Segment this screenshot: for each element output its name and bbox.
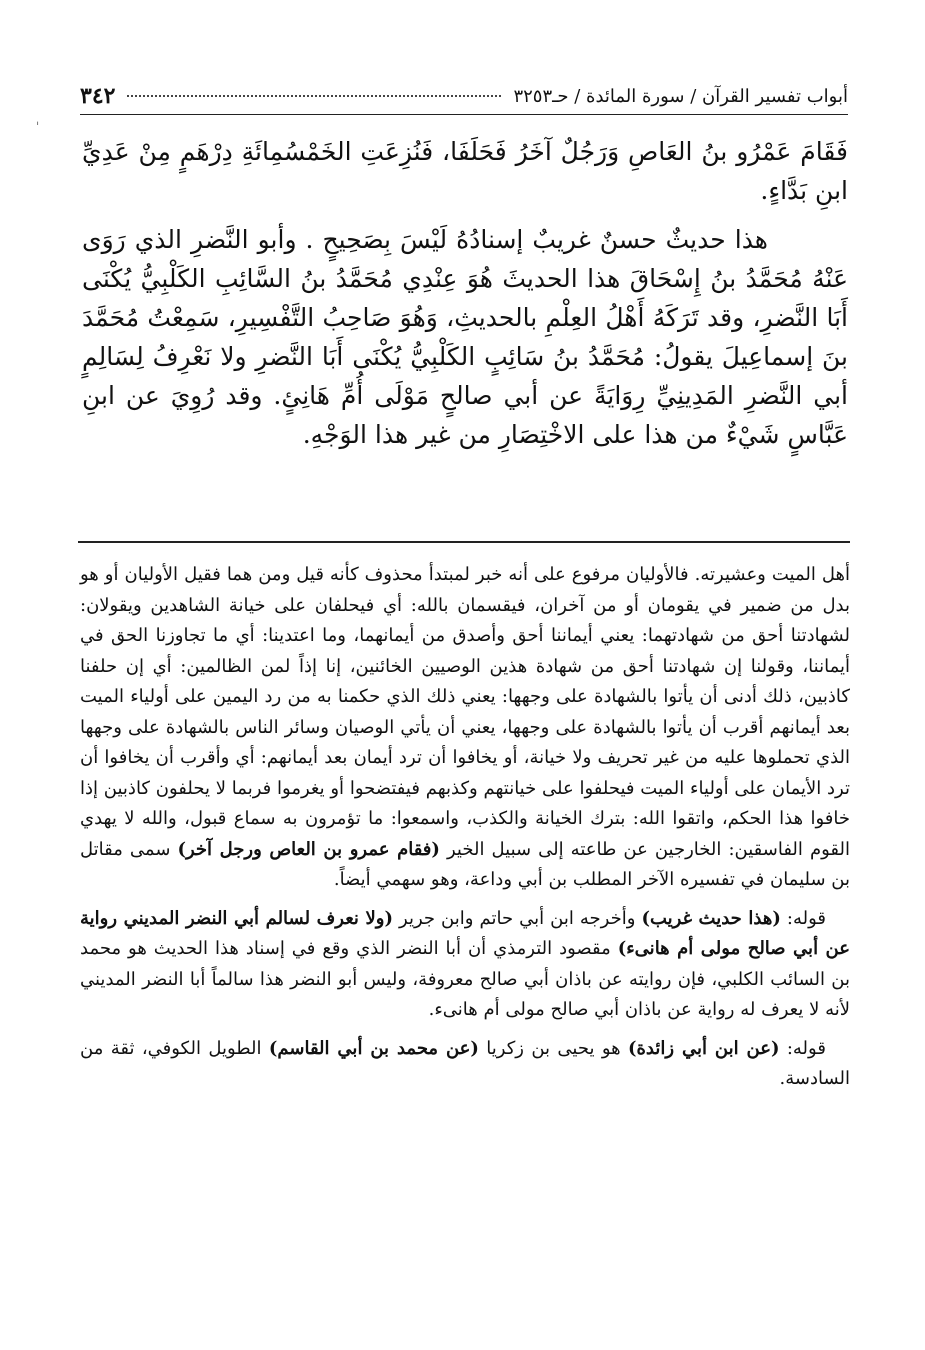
commentary-paragraph-1 xyxy=(80,560,850,896)
main-paragraph-1: فَقَامَ عَمْرُو بنُ العَاصِ وَرَجُلٌ آخَرُ فَحَلَفَا، فَنُزِعَتِ الخَمْسُمِائَةِ دِرْهَمٍ مِنْ عَدِيِّ ابنِ بَدَّاءٍ. xyxy=(82,137,848,205)
commentary-bold-quote: (عن محمد بن أبي القاسم) xyxy=(268,1037,479,1059)
margin-mark: ˌ xyxy=(36,112,40,126)
commentary-label: قوله: xyxy=(786,1037,826,1059)
commentary xyxy=(80,560,850,1103)
commentary-text: سمى مقاتل بن سليمان في تفسيره الآخر المطلب بن أبي وداعة، وهو سهمي أيضاً. xyxy=(80,838,850,890)
page-number: ٣٤٢ xyxy=(80,83,116,109)
commentary-paragraph-3 xyxy=(80,1034,850,1095)
commentary-text: أهل الميت وعشيرته. فالأوليان مرفوع على أنه خبر لمبتدأ محذوف كأنه قيل ومن هما فقيل الأوليان أو هو بدل من ضمير في يقومان أو من آخران، فيقسمان بالله: أي فيحلفان على خيانة الشاهدين ويقولان: لشهادتنا أحق من شهادتهما: يعني أيماننا أحق وأصدق من أيمانهما، وما اعتدينا: أي ما تجاوزنا الحق في أيماننا، وقولنا إن شهادتنا أحق من شهادة هذين الوصيين الخائنين، إنا إذاً لمن الظالمين: أي إن حلفنا كاذبين، ذلك أدنى أن يأتوا بالشهادة على وجهها: يعني ذلك الذي حكمنا به من رد اليمين على أولياء الميت بعد أيمانهم أقرب أن يأتوا بالشهادة على وجهها، يعني أن يأتي الوصيان وسائر الناس بالشهادة على وجهها الذي تحملوها عليه من غير تحريف ولا خيانة، أو يخافوا أن ترد أيمان بعد أيمانهم: أي وأقرب أن يخافوا أن ترد الأيمان على أولياء الميت فيحلفوا على خيانتهم وكذبهم فيفتضحوا أو يغرموا فربما لا يحلفون كاذبين إذا خافوا هذا الحكم، واتقوا الله: بترك الخيانة والكذب، واسمعوا: ما تؤمرون به سماع قبول، والله لا يهدي القوم الفاسقين: الخارجين عن طاعته إلى سبيل الخير xyxy=(80,564,850,860)
commentary-bold-quote: (عن ابن أبي زائدة) xyxy=(627,1037,780,1059)
commentary-text: مقصود الترمذي أن أبا النضر الذي وقع في إسناد هذا الحديث هو محمد بن السائب الكلبي، فإن روايته عن باذان أبي صالح معروفة، وليس أبو النضر هذا سالماً أبا النضر المديني لأنه لا يعرف له رواية عن باذان أبي صالح مولى أم هانىء. xyxy=(80,938,850,1020)
running-header xyxy=(80,78,848,115)
commentary-label: قوله: xyxy=(786,907,826,929)
commentary-text: وأخرجه ابن أبي حاتم وابن جرير xyxy=(399,907,636,929)
main-text xyxy=(82,132,848,454)
commentary-bold-quote: (فقام عمرو بن العاص ورجل آخر) xyxy=(177,838,440,860)
commentary-bold-quote: (ولا نعرف لسالم أبي النضر المديني رواية عن أبي صالح مولى أم هانىء) xyxy=(80,907,850,959)
commentary-text: هو يحيى بن زكريا xyxy=(486,1037,621,1059)
commentary-bold-quote: (هذا حديث غريب) xyxy=(641,907,781,929)
header-dot-leader xyxy=(127,95,501,97)
header-title: أبواب تفسير القرآن / سورة المائدة / حـ٣٢٥٣ xyxy=(513,85,848,107)
commentary-paragraph-2 xyxy=(80,904,850,1026)
commentary-text: الطويل الكوفي، ثقة من السادسة. xyxy=(80,1037,850,1089)
main-paragraph-2: هذا حديثٌ حسنٌ غريبٌ إسنادُهُ لَيْسَ بِصَحِيحٍ . وأبو النَّضرِ الذي رَوَى عَنْهُ مُحَمَّدُ بنُ إِسْحَاقَ هذا الحديثَ هُوَ عِنْدِي مُحَمَّدُ بنُ السَّائِبِ الكَلْبِيُّ يُكْنَى أَبَا النَّضرِ، وقد تَرَكَهُ أَهْلُ العِلْمِ بالحديثِ، وَهُوَ صَاحِبُ التَّفْسِيرِ، سَمِعْتُ مُحَمَّدَ بنَ إسماعِيلَ يقولُ: مُحَمَّدُ بنُ سَائِبٍ الكَلْبِيُّ يُكْنَى أَبَا النَّضرِ ولا نَعْرِفُ لِسَالِمٍ أبي النَّضرِ المَدِينِيِّ رِوَايَةً عن أبي صالحٍ مَوْلَى أُمِّ هَانِئٍ. وقد رُوِيَ عن ابنِ عَبَّاسٍ شَيْءٌ من هذا على الاخْتِصَارِ من غير هذا الوَجْهِ. xyxy=(82,225,848,449)
footnote-separator xyxy=(78,541,850,543)
